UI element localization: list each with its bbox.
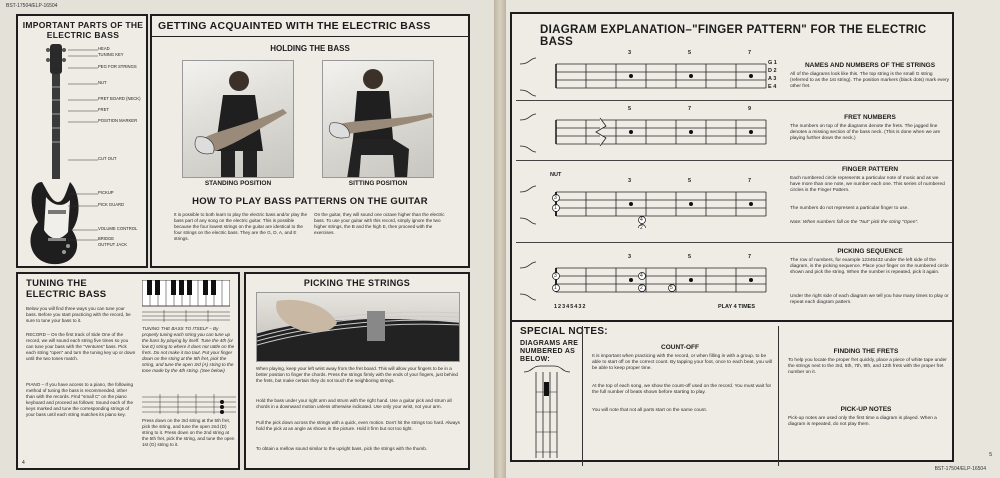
diagram-3-circle-4: 4 — [640, 217, 643, 223]
diagram-2-fret-9: 9 — [748, 106, 752, 112]
label-peg: PEG FOR STRINGS — [98, 64, 137, 69]
right-catalog-code: BST-17504/ELP-16504 — [934, 466, 986, 472]
string-g-label: G 1 — [768, 60, 777, 66]
diagram-4-circle-5: 5 — [670, 285, 673, 291]
tuning-piano: PIANO – If you have access to a piano, the following method of tuning the bass is recommended, other than with the records. Find "small C" on the piano keyboard and proceed as follows: Sound each of the keys marked and tune the corresponding strings of your bass until each string matches its piano key. — [26, 382, 134, 417]
numbered-strings-illustration — [522, 364, 572, 460]
string-e-label: E 4 — [768, 84, 777, 90]
diagram-4-fret-3: 3 — [628, 254, 632, 260]
section-finger-pattern-note: Note: When numbers fall on the "Nut" pick the string "Open". — [790, 220, 919, 225]
section-picking-sequence-head: PICKING SEQUENCE — [837, 248, 903, 255]
how-to-play-col2: On the guitar, they will sound one octave higher than the electric bass. To use your guitar with this record, simply ignore the two higher strings, the B and the high E, then proceed with the exercises. — [314, 212, 445, 235]
tuning-itself-continued: Press down on the 3rd string at the 5th fret, pick the string, and tune the open 2nd (D) string to it. Press down on the 2nd string at the 5th fret, pick the string, and tune the open 1st (G) string to it. — [142, 418, 235, 447]
picking-p4: To obtain a mellow sound similar to the upright bass, pick the strings with the thumb. — [256, 446, 428, 451]
nut-label: NUT — [550, 172, 562, 178]
section-names-text: All of the diagrams look like this. The top string is the small G string (referred to as the 1st string). The position markers (black dots) mark every other fret. — [790, 72, 950, 89]
diagram-2-fret-7: 7 — [688, 106, 692, 112]
picking-sequence-numbers: 12345432 — [554, 304, 587, 310]
diagram-3-fret-5: 5 — [688, 178, 692, 184]
label-fret-board: FRET BOARD (NECK) — [98, 96, 141, 101]
countoff-head: COUNT-OFF — [661, 344, 699, 351]
catalog-code: BST-17504/ELP-16504 — [6, 3, 58, 9]
label-volume-control: VOLUME CONTROL — [98, 226, 138, 231]
diagram-4 — [516, 254, 776, 304]
label-head: HEAD — [98, 46, 110, 51]
diagram-3-fret-3: 3 — [628, 178, 632, 184]
section-fret-numbers-head: FRET NUMBERS — [844, 114, 896, 121]
diagram-1-fret-3: 3 — [628, 50, 632, 56]
tuning-fret-diagram — [142, 394, 236, 416]
tuning-panel — [16, 272, 240, 470]
sitting-photo — [322, 60, 434, 178]
countoff-p1: It is important when practicing with the record, or when filling in with a group, to be able to start off on the correct count. By tapping your foot, once to each beat, you will be able to keep proper time. — [592, 354, 772, 371]
diagram-title: DIAGRAM EXPLANATION–"FINGER PATTERN" FOR THE ELECTRIC BASS — [540, 24, 927, 48]
tuning-record: RECORD – On the first track of Side One of the record, we will sound each string five times so you can tune your bass with the "Ventures" bass. Pick each string "open" and turn the tuning key up or down until the two tones match. — [26, 332, 136, 361]
diagram-4-circle-2: 2 — [640, 285, 643, 291]
right-page-number: 5 — [989, 452, 992, 458]
diagram-1-fret-7: 7 — [748, 50, 752, 56]
diagram-3-circle-3: 3 — [554, 195, 557, 201]
string-d-label: D 2 — [768, 68, 777, 74]
diagram-4-circle-4: 4 — [640, 273, 643, 279]
special-notes-title: SPECIAL NOTES: — [520, 326, 608, 337]
diagram-4-fret-5: 5 — [688, 254, 692, 260]
pickup-notes-head: PICK-UP NOTES — [840, 406, 892, 413]
diagram-1-fret-5: 5 — [688, 50, 692, 56]
diagram-3-circle-1: 1 — [554, 205, 557, 211]
book-gutter — [494, 0, 506, 478]
tuning-itself: TUNING THE BASS TO ITSELF – By properly tuning each string you can tune up the bass by playing by itself. Tune the 4th (or low E) string to where it does not rattle on the frets. Do not make it too taut. Put your finger down on the string at the 5th fret, pick the string, and tune the open 3rd (A) string to the tone made by the 4th string. (See below) — [142, 326, 235, 373]
acquainted-title: GETTING ACQUAINTED WITH THE ELECTRIC BASS — [158, 20, 431, 32]
diagram-panel — [510, 12, 954, 462]
section-finger-pattern-head: FINGER PATTERN — [841, 166, 899, 173]
label-bridge: BRIDGE — [98, 236, 115, 241]
countoff-p2: At the top of each song, we show the count-off used on the record. You must wait for the full number of beats shown before starting to play. — [592, 384, 772, 395]
special-notes-side-label: DIAGRAMS ARE NUMBERED AS BELOW: — [520, 340, 579, 363]
tuning-title: TUNING THE ELECTRIC BASS — [26, 278, 107, 300]
diagram-3-fret-7: 7 — [748, 178, 752, 184]
label-pick-guard: PICK GUARD — [98, 202, 125, 207]
pickup-notes-text: Pick-up notes are used only the first time a diagram is played. When a diagram is repeated, do not play them. — [788, 416, 937, 427]
picking-p2: Hold the bass under your right arm and strum with the right hand. Use a guitar pick and strum all chords in a downward motion unless otherwise indicated. Use only your wrist, not your arm. — [256, 398, 452, 409]
finding-frets-head: FINDING THE FRETS — [833, 348, 899, 355]
section-picking-sequence-text: The row of numbers, for example 12345432 under the left side of the diagram, is the picking sequence. Place your finger on the numbered circle shown and pick the string. When the number is repeated, pick it again. — [790, 258, 949, 275]
diagram-4-circle-3: 3 — [554, 273, 557, 279]
diagram-4-circle-1: 1 — [554, 285, 557, 291]
parts-panel — [16, 14, 148, 268]
diagram-2 — [516, 106, 776, 156]
finding-frets-text: To help you locate the proper fret quickly, place a piece of white tape under the strings next to the 3rd, 5th, 7th, 9th, and 12th frets with the proper fret number on it. — [788, 358, 947, 375]
picking-title: PICKING THE STRINGS — [303, 278, 411, 288]
how-to-play-title: HOW TO PLAY BASS PATTERNS ON THE GUITAR — [192, 196, 428, 207]
how-to-play-col1: It is possible to both learn to play the electric bass and/or play the bass part of any song on the electric guitar. This is possible because the four lowest strings on the guitar are identical to the four strings on the electric bass. They are the G, D, A, and E strings. — [174, 212, 308, 241]
label-pickup: PICKUP — [98, 190, 114, 195]
label-position-marker: POSITION MARKER — [98, 118, 138, 123]
section-finger-pattern-text: Each numbered circle represents a particular note of music and as we have more than one note, we number each one. This series of numbered circles is the Finger Pattern. — [790, 176, 945, 193]
diagram-3-circle-2: 2 — [640, 225, 643, 231]
diagram-4-fret-7: 7 — [748, 254, 752, 260]
sitting-caption: SITTING POSITION — [348, 180, 408, 187]
diagram-1 — [516, 50, 776, 100]
diagram-2-fret-5: 5 — [628, 106, 632, 112]
label-cut-out: CUT OUT — [98, 156, 117, 161]
label-fret: FRET — [98, 107, 109, 112]
picking-panel — [244, 272, 470, 470]
label-output-jack: OUTPUT JACK — [98, 242, 128, 247]
standing-caption: STANDING POSITION — [204, 180, 272, 187]
section-fret-numbers-text: The numbers on top of the diagrams denote the frets. The jagged line denotes a missing section of the bass neck. (This is done when we are playing further down the neck.) — [790, 124, 941, 141]
tuning-string-diagram-top — [142, 310, 230, 324]
diagram-3 — [516, 178, 776, 228]
label-leader-lines — [68, 46, 98, 246]
picking-p3: Pull the pick down across the strings with a quick, even motion. Don't hit the strings too hard. Always hold the pick at an angle as shown in the picture. Hold it firm but not too tight. — [256, 420, 460, 431]
section-picking-sequence-text2: Under the right side of each diagram we tell you how many times to play or repeat each diagram pattern. — [790, 294, 949, 305]
parts-title: IMPORTANT PARTS OF THE ELECTRIC BASS — [22, 20, 144, 40]
right-page — [506, 0, 1000, 478]
acquainted-panel — [150, 14, 470, 268]
string-a-label: A 3 — [768, 76, 777, 82]
left-page — [0, 0, 494, 478]
picking-p1: When playing, keep your left wrist away from the fret board. This will allow your fingers to be in a better position to finger the chords. Press the strings firmly with the ends of your fingers, just behind the frets, but make certain they do not touch the neighboring strings. — [256, 366, 458, 383]
left-page-number: 4 — [22, 460, 25, 466]
label-tuning-key: TUNING KEY — [98, 52, 124, 57]
countoff-p3: You will note that not all parts start on the same count. — [592, 408, 708, 413]
section-names-head: NAMES AND NUMBERS OF THE STRINGS — [804, 62, 936, 69]
piano-keyboard-illustration — [142, 280, 230, 310]
standing-photo — [182, 60, 294, 178]
section-finger-pattern-text2: The numbers do not represent a particular finger to use. — [790, 206, 909, 211]
tuning-intro: Below you will find three ways you can tune your bass. Before you start practicing with the record, be sure to tune your bass to it. — [26, 306, 131, 323]
label-nut: NUT — [98, 80, 107, 85]
holding-title: HOLDING THE BASS — [270, 44, 350, 53]
play-times-label: PLAY 4 TIMES — [718, 304, 755, 310]
picking-photo — [256, 292, 460, 362]
